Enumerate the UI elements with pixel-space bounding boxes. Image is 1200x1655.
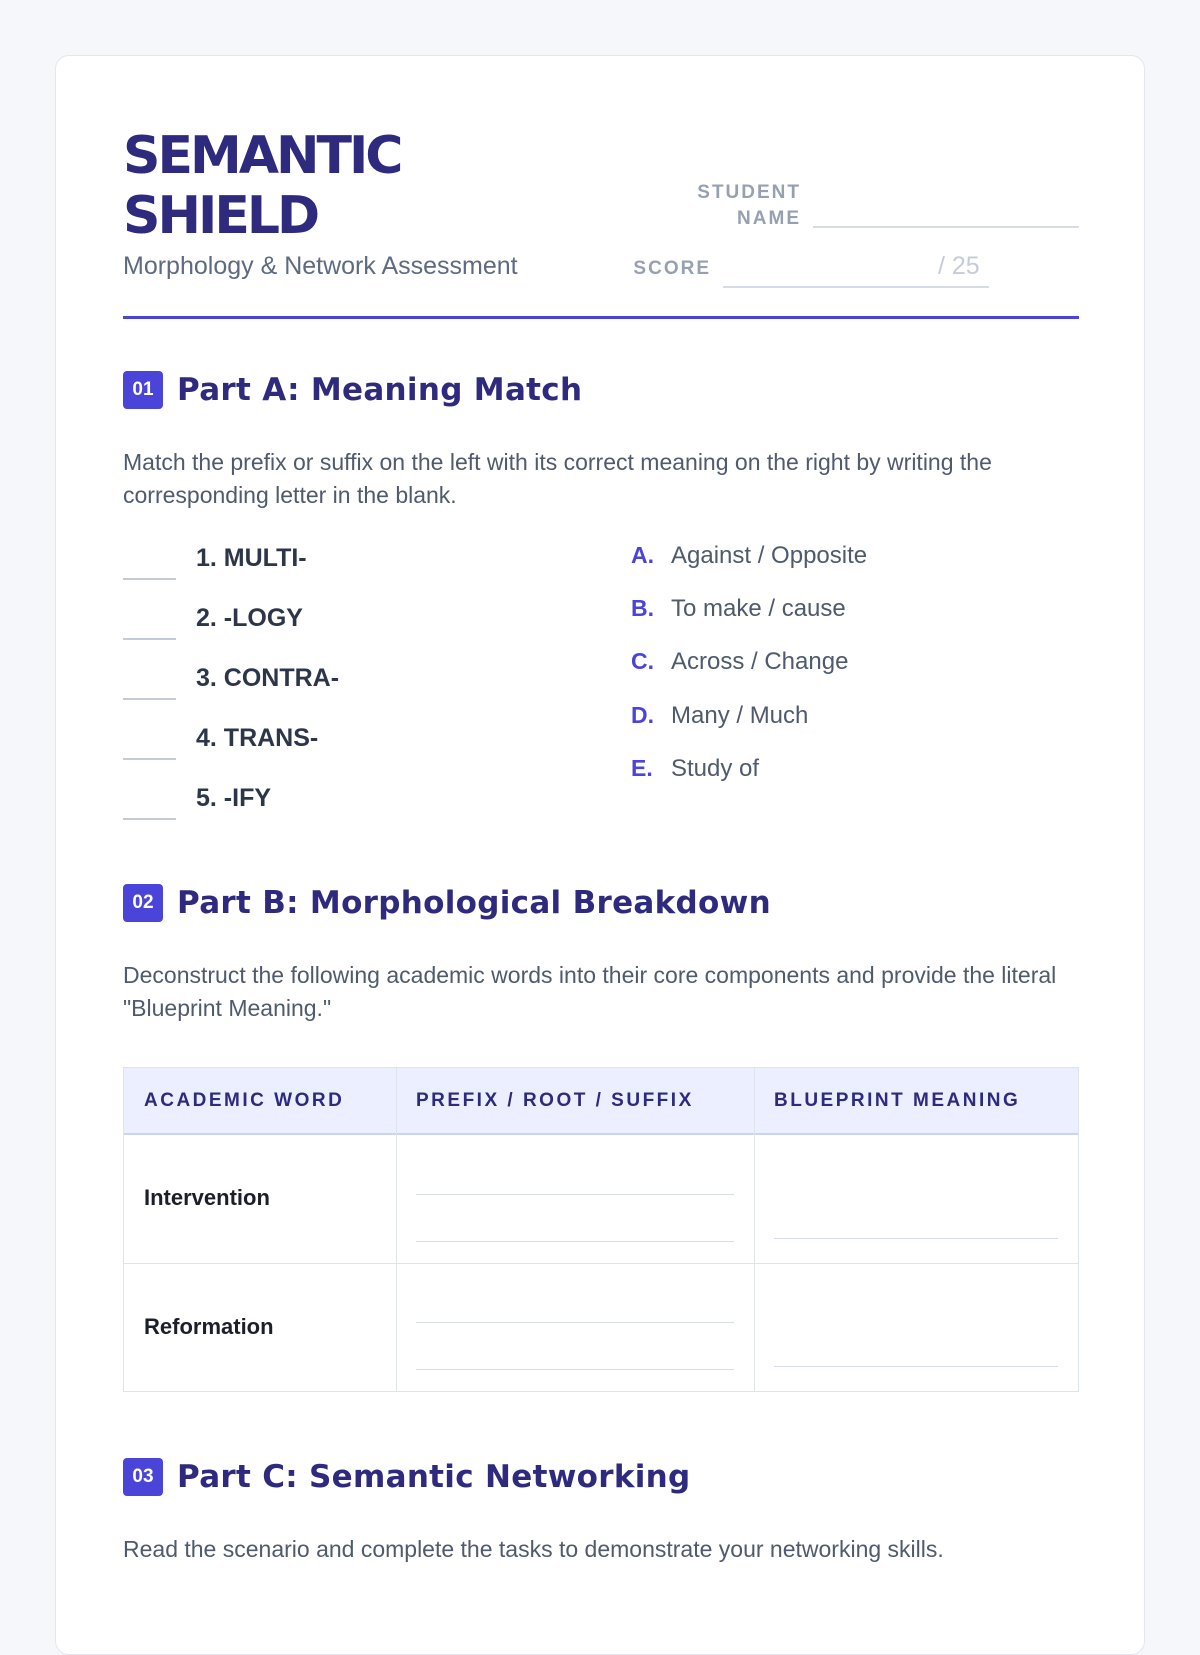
column-divider [396, 1068, 397, 1391]
components-answer-line[interactable] [416, 1322, 734, 1323]
column-header-academic-word: ACADEMIC WORD [124, 1068, 396, 1135]
academic-word: Intervention [144, 1185, 270, 1210]
column-header-blueprint-meaning: BLUEPRINT MEANING [754, 1068, 1078, 1135]
components-answer-line[interactable] [416, 1241, 734, 1242]
term-item [123, 604, 543, 644]
score-field[interactable] [723, 286, 989, 288]
part-a-header [123, 371, 582, 409]
column-divider [754, 1068, 755, 1391]
part-c-header [123, 1458, 691, 1496]
term-item [123, 724, 543, 764]
meaning-answer-line[interactable] [774, 1366, 1058, 1367]
meaning-letter: D. [631, 702, 654, 728]
term-item [123, 664, 543, 704]
components-answer-line[interactable] [416, 1369, 734, 1370]
part-b-instructions: Deconstruct the following academic words into their core components and provide the literal "Blueprint Meaning." [123, 962, 1057, 1021]
term-label: 2. -LOGY [196, 604, 303, 632]
part-b-badge: 02 [123, 884, 163, 922]
term-item [123, 784, 543, 824]
part-a-badge: 01 [123, 371, 163, 409]
term-label: 1. MULTI- [196, 544, 307, 572]
components-answer-line[interactable] [416, 1194, 734, 1195]
meaning-text: To make / cause [671, 595, 846, 622]
meaning-text: Study of [671, 755, 760, 782]
student-name-label-line-1: STUDENT [697, 182, 801, 203]
header-divider [123, 316, 1079, 319]
meaning-letter: A. [631, 542, 654, 568]
student-name-field[interactable] [813, 226, 1079, 228]
meaning-letter: B. [631, 595, 654, 621]
score-total: / 25 [938, 252, 980, 280]
part-c-title: Part C: Semantic Networking [177, 1459, 691, 1495]
term-answer-blank[interactable] [123, 578, 176, 580]
term-label: 5. -IFY [196, 784, 272, 812]
part-a-instructions: Match the prefix or suffix on the left with its correct meaning on the right by writing the corresponding letter in the blank. [123, 449, 992, 508]
row-divider [124, 1263, 1078, 1264]
part-c-instructions: Read the scenario and complete the tasks to demonstrate your networking skills. [123, 1536, 944, 1562]
part-c-badge: 03 [123, 1458, 163, 1496]
worksheet-subtitle: Morphology & Network Assessment [123, 252, 518, 280]
term-answer-blank[interactable] [123, 638, 176, 640]
worksheet-title [123, 126, 400, 246]
meaning-text: Across / Change [671, 648, 849, 675]
part-a-title: Part A: Meaning Match [177, 372, 583, 408]
breakdown-table [123, 1067, 1079, 1392]
meaning-text: Against / Opposite [671, 542, 868, 569]
title-line-2: SHIELD [123, 186, 318, 246]
academic-word: Reformation [144, 1314, 274, 1339]
title-line-1: SEMANTIC [123, 126, 401, 186]
term-answer-blank[interactable] [123, 758, 176, 760]
term-item [123, 544, 543, 584]
worksheet-page [55, 55, 1145, 1655]
term-answer-blank[interactable] [123, 818, 176, 820]
part-b-title: Part B: Morphological Breakdown [177, 885, 771, 921]
meaning-answer-line[interactable] [774, 1238, 1058, 1239]
part-b-header [123, 884, 771, 922]
meaning-letter: E. [631, 755, 653, 781]
score-label: SCORE [633, 258, 711, 279]
meaning-text: Many / Much [671, 702, 809, 729]
column-header-components: PREFIX / ROOT / SUFFIX [396, 1068, 754, 1135]
term-answer-blank[interactable] [123, 698, 176, 700]
term-label: 3. CONTRA- [196, 664, 340, 692]
student-name-label [691, 180, 801, 232]
student-name-label-line-2: NAME [737, 208, 801, 229]
term-label: 4. TRANS- [196, 724, 319, 752]
meaning-letter: C. [631, 648, 654, 674]
